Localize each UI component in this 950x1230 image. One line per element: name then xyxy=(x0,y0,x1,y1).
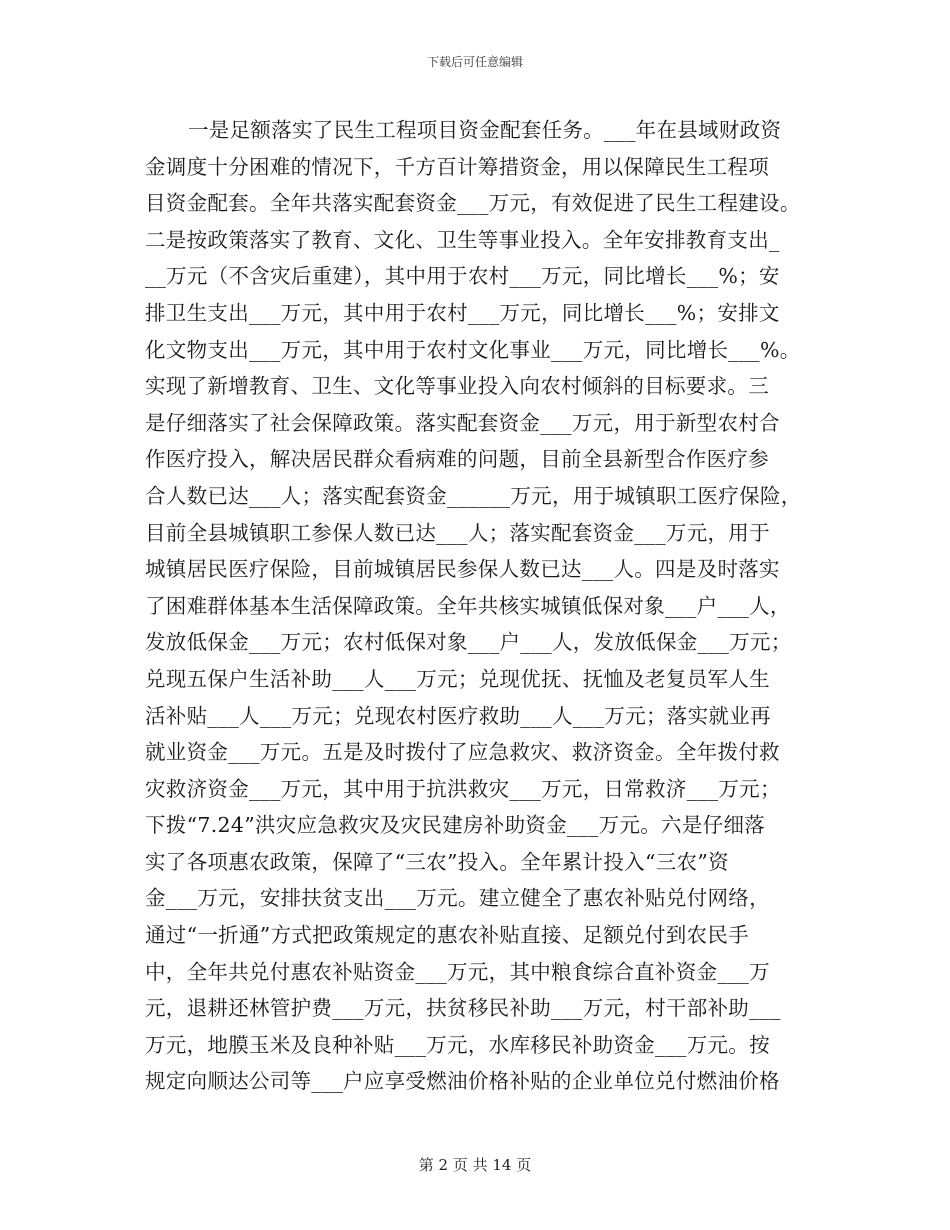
text-line: 实现了新增教育、卫生、文化等事业投入向农村倾斜的目标要求。三 xyxy=(145,374,769,399)
text-line: 作医疗投入，解决居民群众看病难的问题，目前全县新型合作医疗参 xyxy=(145,447,769,472)
text-line: 兑现五保户生活补助___人___万元；兑现优抚、抚恤及老复员军人生 xyxy=(145,666,770,691)
text-line: 发放低保金___万元；农村低保对象___户___人，发放低保金___万元； xyxy=(145,630,792,655)
text-line: 万元，地膜玉米及良种补贴___万元，水库移民补助资金___万元。按 xyxy=(145,1032,770,1057)
text-line: 目前全县城镇职工参保人数已达___人；落实配套资金___万元，用于 xyxy=(145,520,770,545)
text-line: 就业资金___万元。五是及时拨付了应急救灾、救济资金。全年拨付救 xyxy=(145,740,780,765)
text-line: 元，退耕还林管护费___万元，扶贫移民补助___万元，村干部补助___ xyxy=(145,996,781,1021)
text-line: 实了各项惠农政策，保障了“三农”投入。全年累计投入“三农”资 xyxy=(145,849,729,874)
text-line: 城镇居民医疗保险，目前城镇居民参保人数已达___人。四是及时落实 xyxy=(145,557,780,582)
text-line: 是仔细落实了社会保障政策。落实配套资金___万元，用于新型农村合 xyxy=(145,410,780,435)
text-line: 一是足额落实了民生工程项目资金配套任务。___年在县域财政资 xyxy=(188,118,782,142)
text-line: 中，全年共兑付惠农补贴资金___万元，其中粮食综合直补资金___万 xyxy=(145,959,770,984)
body-text xyxy=(145,112,825,1100)
text-line: 活补贴___人___万元；兑现农村医疗救助___人___万元；落实就业再 xyxy=(145,703,771,728)
text-line: 金调度十分困难的情况下，千方百计筹措资金，用以保障民生工程项 xyxy=(145,154,769,179)
page-number-footer: 第 2 页 共 14 页 xyxy=(418,1156,532,1174)
text-line: 二是按政策落实了教育、文化、卫生等事业投入。全年安排教育支出_ xyxy=(145,227,780,252)
text-line: 金___万元，安排扶贫支出___万元。建立健全了惠农补贴兑付网络， xyxy=(145,886,770,911)
text-line: 合人数已达___人；落实配套资金______万元，用于城镇职工医疗保险， xyxy=(145,483,802,508)
text-line: 下拨“7.24”洪灾应急救灾及灾民建房补助资金___万元。六是仔细落 xyxy=(145,813,766,838)
text-line: 通过“一折通”方式把政策规定的惠农补贴直接、足额兑付到农民手 xyxy=(145,923,749,948)
text-line: 了困难群体基本生活保障政策。全年共核实城镇低保对象___户___人， xyxy=(145,593,791,618)
text-line: __万元（不含灾后重建），其中用于农村___万元，同比增长___%；安 xyxy=(145,264,780,289)
text-line: 规定向顺达公司等___户应享受燃油价格补贴的企业单位兑付燃油价格 xyxy=(145,1069,780,1094)
header-note: 下载后可任意编辑 xyxy=(426,55,523,69)
text-line: 排卫生支出___万元，其中用于农村___万元，同比增长___%；安排文 xyxy=(145,300,780,325)
text-line: 化文物支出___万元，其中用于农村文化事业___万元，同比增长___%。 xyxy=(145,337,801,362)
text-line: 灾救济资金___万元，其中用于抗洪救灾___万元，日常救济___万元； xyxy=(145,776,781,801)
text-line: 目资金配套。全年共落实配套资金___万元，有效促进了民生工程建设。 xyxy=(145,191,801,216)
